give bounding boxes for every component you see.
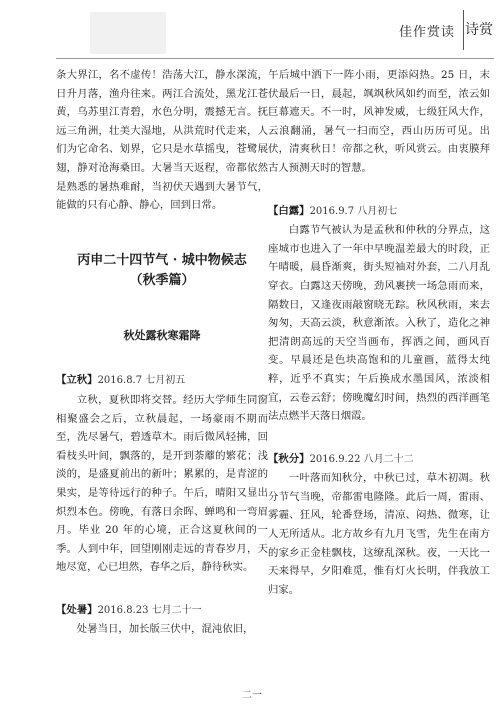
article-subtitle: 秋处露秋寒霜降 [123, 328, 201, 342]
term-paragraph-liqiu: 立秋，夏秋即将交替。经历大学师生同窗相聚盛会之后，立秋晨起，一场豪雨不期而至，洗尽暑气，碧透草木。雨后微风轻拂，回看枝头叶间，飘落的，是开到荼蘼的繁花；浅淡的，是盛夏前出的新叶；累累的，是青涩的果实，是等待远行的种子。午后，晴阳又显出炽烈本色。傍晚，有落日余晖、蝉鸣和一弯眉月。毕业 20 年的心境，正合这夏秋间的一季。人到中年，回望刚刚走远的青春岁月，天地尽宽，心已坦然，春华之后，静待秋实。 [56, 393, 268, 574]
section-label: 佳作赏读 [398, 24, 455, 40]
header-image-block [90, 12, 166, 54]
term-heading-liqiu [56, 371, 268, 391]
term-date: 2016.9.22 八月二十二 [309, 453, 414, 465]
term-heading-bailu [268, 202, 490, 222]
term-date: 2016.8.7 七月初五 [97, 375, 186, 387]
page-header [399, 10, 494, 50]
term-paragraph-bailu: 白露节气被认为是孟秋和仲秋的分界点，这座城市也进入了一年中早晚温差最大的时段，正午晴暖，晨昏渐爽，街头短袖对外套，二八月乱穿衣。白露这天傍晚，劲风裹挟一场急雨而来，隔数日，又逢夜雨敲窗晓无踪。秋风秋雨，来去匆匆，天高云淡，秋意渐浓。入秋了，造化之神把清朗高远的天空当画布，挥洒之间，画风百变。早晨还是色块高饱和的儿童画，蓝得太纯粹，近乎不真实；午后换成水墨国风，浓淡相宜，云卷云舒；傍晚魔幻时间，热烈的西洋画笔法点燃半天落日烟霞。 [268, 224, 490, 423]
right-column [268, 66, 490, 599]
header-rule [56, 58, 494, 59]
term-date: 2016.9.7 八月初七 [309, 205, 398, 217]
term-name: 【立秋】 [56, 374, 98, 387]
term-name: 【白露】 [268, 204, 310, 217]
column-logo-icon: 诗赏 [463, 10, 494, 50]
page-number: 二一 [242, 690, 262, 701]
term-paragraph-chushu: 处暑当日，加长版三伏中，混沌依旧， [76, 623, 254, 636]
article-title-line1: 丙申二十四节气 · 城中物候志 [77, 252, 247, 268]
continued-paragraph: 午后城中洒下一阵小雨，更添闷热。25 日，末伏最后一日，晨起，飒飒秋风如约而至，浓云如巨幕遮天。不一时，风神发威，七级狂风大作，云浪翻涌，暑气一扫而空，西山历历可见。出伏，清爽秋日！帝都之秋，听风赏云。由衷膜拜古人预测天时的智慧。 [268, 69, 490, 174]
term-paragraph-qiufen: 一叶落而知秋分，中秋已过，草木初凋。秋分节气当晚，帝都雷电隆隆。此后一周，雷雨、雾霾、狂风，轮番登场，清凉、闷热、微寒，让人无所适从。北方故乡有九月飞雪，先生在南方的家乡正金桂飘枝，这缭乱深秋。夜，一天比一天来得早，夕阳难觅，惟有灯火长明，伴我放工归家。 [268, 472, 490, 596]
continued-paragraph: 条大界江，名不虚传！浩荡大江，静水深流，日升月落，渔舟往来。两江合流处，黑龙江苍黄，乌苏里江青碧，水色分明，震撼无言。抚远三角洲，壮美大湿地，从洪荒时代走来，人们为它命名、划界，它只是水草摇曳，苍鹭展翅，静对沧海桑田。大暑当天返程，帝都依然是熟悉的暑热难耐，当初伏天遇到大暑节气，能做的只有心静、静心，回到日常。 [56, 69, 268, 212]
term-heading-chushu [56, 601, 268, 621]
term-heading-qiufen [268, 450, 490, 470]
left-column [56, 66, 268, 639]
term-name: 【处暑】 [56, 603, 98, 616]
term-date: 2016.8.23 七月二十一 [97, 604, 202, 616]
term-name: 【秋分】 [268, 452, 310, 465]
article-title-line2: （秋季篇） [129, 272, 195, 288]
article-title [56, 251, 268, 291]
